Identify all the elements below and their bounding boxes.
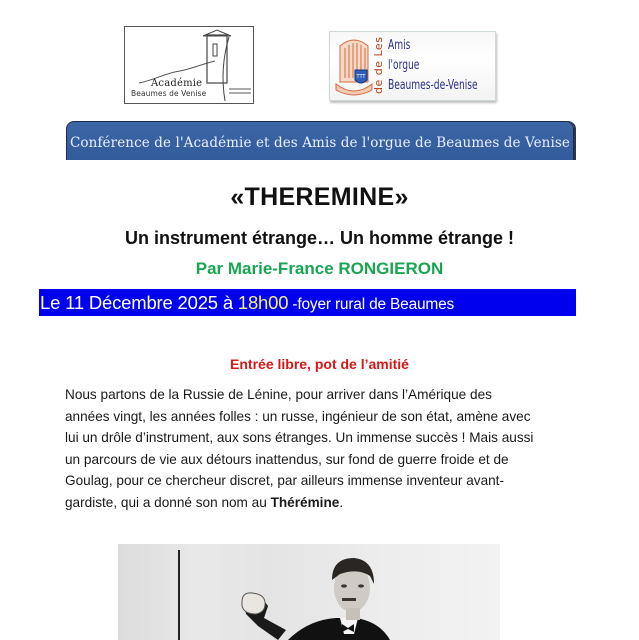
- event-date-bar: [39, 289, 576, 316]
- amis-logo-line-3: Beaumes-de-Venise: [388, 78, 478, 93]
- academie-logo: [124, 26, 254, 104]
- event-title: «THEREMINE»: [230, 183, 409, 211]
- amis-logo-line-1: Amis: [388, 38, 411, 53]
- description-last-suffix: .: [339, 494, 344, 510]
- event-description: [65, 384, 605, 514]
- event-place: -foyer rural de Beaumes: [288, 296, 455, 313]
- description-line: Goulag, pour ce chercheur discret, par ailleurs immense inventeur avant-: [65, 473, 504, 489]
- academie-logo-title: Académie: [151, 78, 203, 89]
- photo-illustration: [118, 544, 500, 640]
- description-line: années vingt, les années folles : un russe, ingénieur de son état, amène avec: [65, 408, 531, 424]
- entry-note: Entrée libre, pot de l’amitié: [230, 356, 409, 372]
- svg-text:TTT: TTT: [356, 74, 366, 80]
- event-date: Le 11 Décembre 2025 à: [40, 292, 238, 313]
- event-time: 18h00: [237, 292, 289, 313]
- academie-logo-subtitle: Beaumes de Venise: [131, 89, 207, 98]
- description-line-last: [65, 492, 605, 514]
- description-line: lui un drôle d’instrument, aux sons étranges. Un immense succès ! Mais aussi: [65, 430, 534, 446]
- amis-logo-line-2: l'orgue: [388, 58, 420, 73]
- description-line: Nous partons de la Russie de Lénine, pour arriver dans l’Amérique des: [65, 387, 492, 402]
- banner-text: Conférence de l'Académie et des Amis de l'orgue de Beaumes de Venise: [70, 135, 570, 151]
- theremine-bold: Thérémine: [270, 494, 340, 510]
- description-last-prefix: gardiste, qui a donné son nom au: [65, 494, 271, 510]
- description-line: un parcours de vie aux détours inattendus, sur fond de guerre froide et de: [65, 451, 509, 467]
- organ-icon: [334, 36, 374, 98]
- amis-orgue-logo: [329, 31, 496, 101]
- amis-logo-vertical-text: de de Les: [372, 36, 385, 94]
- event-author: Par Marie-France RONGIERON: [195, 259, 444, 278]
- theremin-player-photo: [118, 544, 500, 640]
- banner-bottom-fade: [60, 160, 580, 184]
- event-subtitle: Un instrument étrange… Un homme étrange !: [124, 228, 515, 248]
